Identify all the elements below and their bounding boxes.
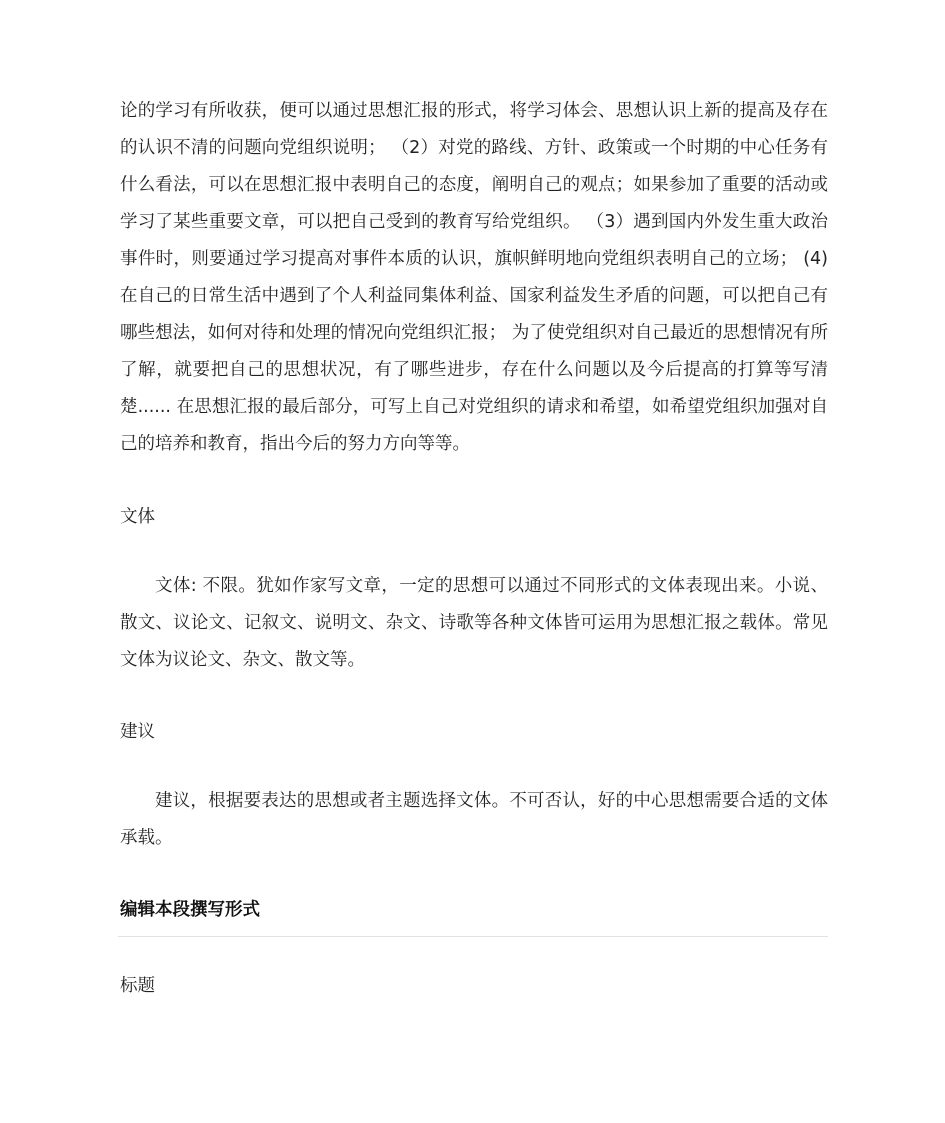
style-label: 文体 bbox=[120, 507, 155, 527]
section-divider bbox=[118, 936, 828, 937]
advice-label: 建议 bbox=[120, 722, 155, 742]
title-label: 标题 bbox=[120, 976, 155, 996]
style-paragraph: 文体: 不限。犹如作家写文章，一定的思想可以通过不同形式的文体表现出来。小说、散文、议论文、记叙文、说明文、杂文、诗歌等各种文体皆可运用为思想汇报之载体。常见文体为议论文、杂文、散文等。 bbox=[120, 576, 828, 670]
advice-paragraph: 建议，根据要表达的思想或者主题选择文体。不可否认，好的中心思想需要合适的文体承载。 bbox=[120, 791, 828, 848]
intro-paragraph: 论的学习有所收获，便可以通过思想汇报的形式，将学习体会、思想认识上新的提高及存在的认识不清的问题向党组织说明； （2）对党的路线、方针、政策或一个时期的中心任务有什么看法，可以在思想汇报中表明自己的态度，阐明自己的观点；如果参加了重要的活动或学习了某些重要文章，可以把自己受到的教育写给党组织。 （3）遇到国内外发生重大政治事件时，则要通过学习提高对事件本质的认识，旗帜鲜明地向党组织表明自己的立场； (4) 在自己的日常生活中遇到了个人利益同集体利益、国家利益发生矛盾的问题，可以把自己有哪些想法，如何对待和处理的情况向党组织汇报； 为了使党组织对自己最近的思想情况有所了解，就要把自己的思想状况，有了哪些进步，存在什么问题以及今后提高的打算等写清楚...... 在思想汇报的最后部分，可写上自己对党组织的请求和希望，如希望党组织加强对自己的培养和教育，指出今后的努力方向等等。 bbox=[120, 101, 828, 454]
section-heading: 编辑本段撰写形式 bbox=[120, 900, 260, 920]
